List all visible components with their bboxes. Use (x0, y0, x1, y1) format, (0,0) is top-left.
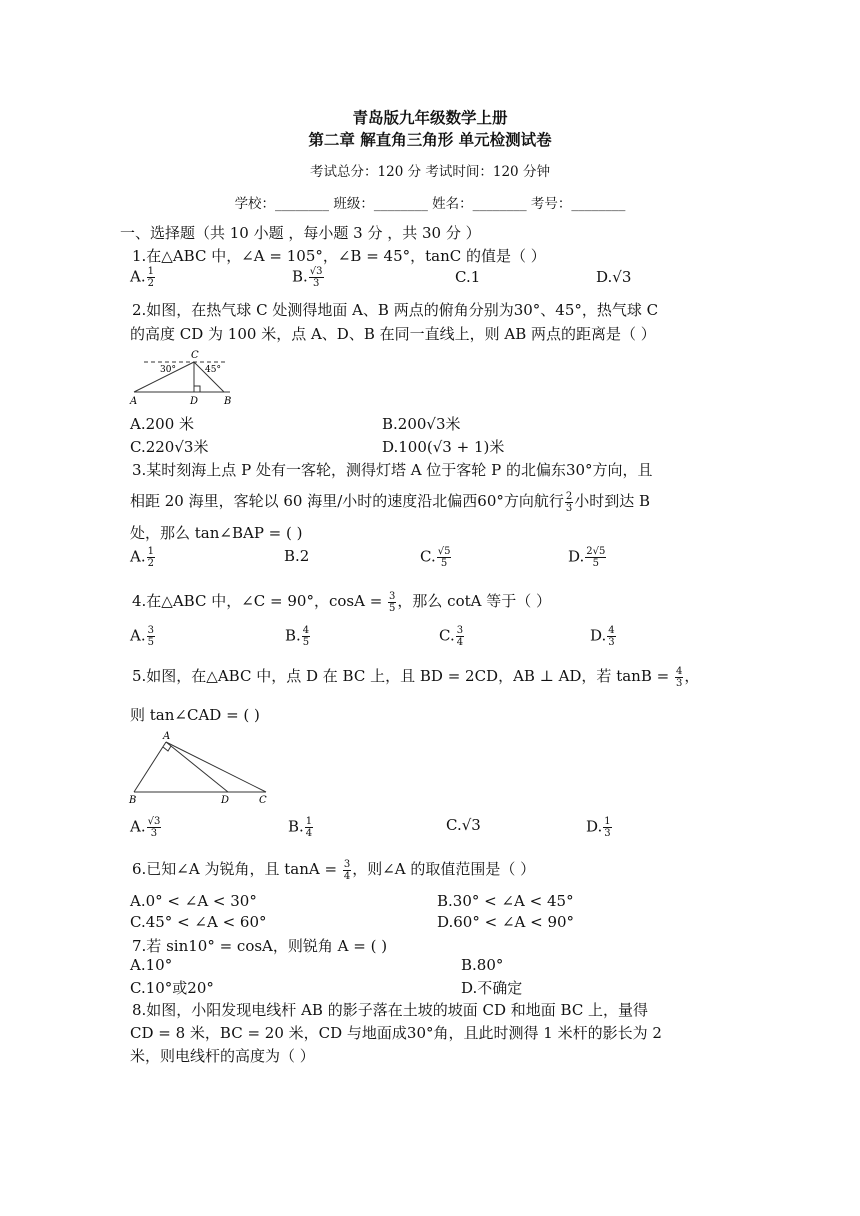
q3-option-b: B.2 (284, 547, 310, 565)
line-ab (134, 742, 166, 792)
question-4-stem: 4.在△ABC 中，∠C = 90°，cosA = $\frac{3}{5}$ ，那么 cotA 等于（ ） (132, 590, 552, 614)
question-8-line1: 8.如图，小阳发现电线杆 AB 的影子落在土坡的坡面 CD 和地面 BC 上，量得 (132, 1001, 649, 1019)
q4-option-c: C. $\frac{3}{4}$ (439, 625, 464, 648)
q2-option-b: B.200√3米 (382, 415, 461, 433)
q1-option-c: C.1 (455, 268, 481, 286)
q7-option-b: B.80° (461, 956, 504, 974)
question-5-line2: 则 tan∠CAD = ( ) (130, 706, 260, 724)
question-6-stem: 6.已知∠A 为锐角，且 tanA = $\frac{3}{4}$ ，则∠A 的取值范围是（ ） (132, 858, 536, 882)
label-45-deg: 45° (205, 365, 221, 375)
q2-option-d: D.100(√3 + 1)米 (382, 438, 505, 456)
exam-info: 考试总分：120 分 考试时间：120 分钟 (310, 164, 550, 180)
label-a: A (130, 396, 138, 407)
question-8-line3: 米，则电线杆的高度为（ ） (130, 1047, 315, 1065)
label-d: D (221, 795, 230, 806)
label-b: B (129, 795, 137, 806)
q7-option-d: D.不确定 (461, 979, 523, 997)
q1-option-a: A. $\frac{1}{2}$ (130, 266, 154, 289)
line-ac (166, 742, 266, 792)
q1-option-d: D.√3 (596, 268, 632, 286)
q6-option-d: D.60° < ∠A < 90° (437, 913, 575, 931)
q2-figure (128, 346, 238, 408)
q5-option-a: A. $\frac{√3}{3}$ (130, 816, 161, 839)
q5-option-b: B. $\frac{1}{4}$ (288, 816, 313, 839)
section-heading: 一、选择题（共 10 小题 ，每小题 3 分 ，共 30 分 ） (120, 224, 481, 242)
q6-option-a: A.0° < ∠A < 30° (130, 892, 257, 910)
q7-option-a: A.10° (130, 956, 173, 974)
question-3-line1: 3.某时刻海上点 P 处有一客轮，测得灯塔 A 位于客轮 P 的北偏东30°方向，且 (132, 461, 653, 479)
q4-option-a: A. $\frac{3}{5}$ (130, 625, 154, 648)
q3-option-d: D. $\frac{2√5}{5}$ (568, 546, 606, 569)
right-angle-mark (194, 386, 200, 392)
exam-title: 青岛版九年级数学上册 (352, 108, 508, 127)
question-5-line1: 5.如图，在△ABC 中，点 D 在 BC 上，且 BD = 2CD，AB ⊥ AD，若 tanB = $\frac{4}{3}$ ， (132, 665, 700, 689)
q2-option-c: C.220√3米 (130, 438, 209, 456)
q3-option-c: C. $\frac{√5}{5}$ (420, 546, 451, 569)
q7-option-c: C.10°或20° (130, 979, 214, 997)
question-3-line3: 处，那么 tan∠BAP = ( ) (130, 524, 303, 542)
question-3-line2: 相距 20 海里，客轮以 60 海里/小时的速度沿北偏西60°方向航行 $\frac{2}{3}$ 小时到达 B (130, 490, 651, 514)
label-b: B (224, 396, 232, 407)
q4-option-b: B. $\frac{4}{5}$ (285, 625, 310, 648)
question-7-stem: 7.若 sin10° = cosA，则锐角 A = ( ) (132, 937, 388, 955)
q1-option-b: B. $\frac{√3}{3}$ (292, 266, 323, 289)
exam-subtitle: 第二章 解直角三角形 单元检测试卷 (308, 130, 552, 149)
q5-option-c: C.√3 (446, 816, 481, 834)
right-angle-mark (163, 746, 171, 751)
q5-option-d: D. $\frac{1}{3}$ (586, 816, 611, 839)
line-ad (166, 742, 228, 792)
label-a: A (163, 731, 171, 742)
question-2-line1: 2.如图，在热气球 C 处测得地面 A、B 两点的俯角分别为30°、45°，热气球 C (132, 301, 659, 319)
label-d: D (190, 396, 199, 407)
student-info: 学校：________ 班级：________ 姓名：________ 考号：________ (234, 196, 626, 212)
question-2-line2: 的高度 CD 为 100 米，点 A、D、B 在同一直线上，则 AB 两点的距离是（ ） (130, 325, 656, 343)
question-8-line2: CD = 8 米，BC = 20 米，CD 与地面成30°角，且此时测得 1 米杆的影长为 2 (130, 1024, 662, 1042)
label-c: C (259, 795, 267, 806)
label-30-deg: 30° (160, 365, 176, 375)
label-c: C (191, 350, 199, 361)
q4-option-d: D. $\frac{4}{3}$ (590, 625, 615, 648)
q6-option-b: B.30° < ∠A < 45° (437, 892, 574, 910)
q5-figure (126, 730, 272, 806)
q6-option-c: C.45° < ∠A < 60° (130, 913, 267, 931)
question-1-stem: 1.在△ABC 中，∠A = 105°，∠B = 45°，tanC 的值是（ ） (132, 247, 546, 265)
q3-option-a: A. $\frac{1}{2}$ (130, 546, 154, 569)
q2-option-a: A.200 米 (130, 415, 194, 433)
